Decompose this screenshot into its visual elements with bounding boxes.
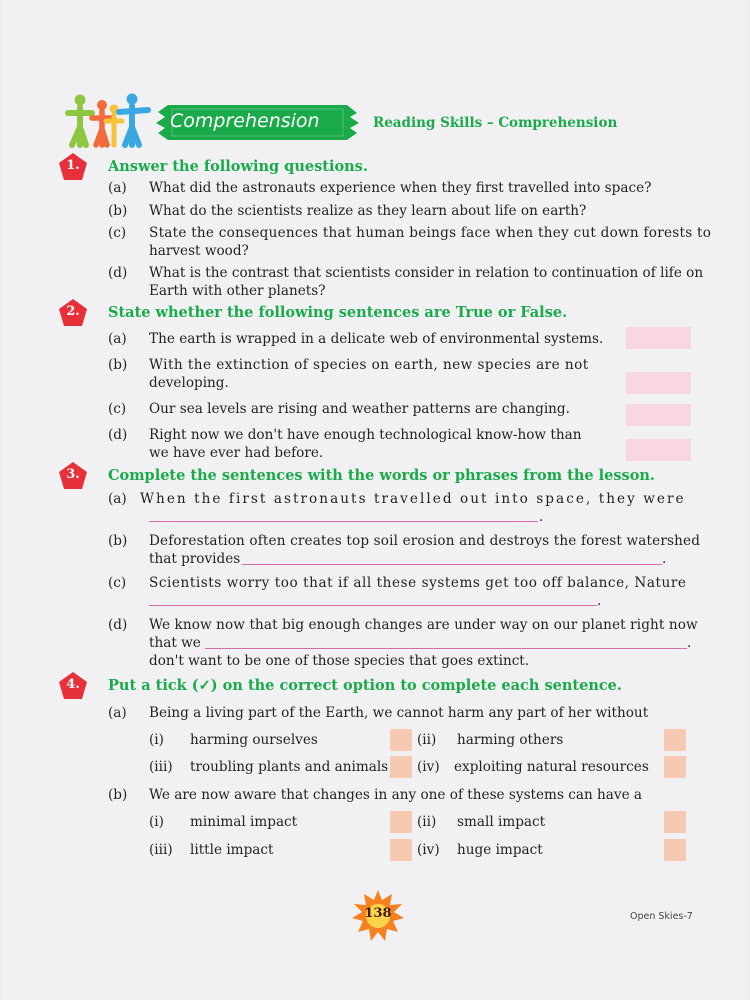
section-number: 1. bbox=[66, 158, 80, 173]
item-label: (d) bbox=[108, 265, 128, 281]
statement-text: Our sea levels are rising and weather patterns are changing. bbox=[149, 401, 570, 417]
question-text: harvest wood? bbox=[149, 243, 249, 259]
question-text: What is the contrast that scientists consider in relation to continuation of life on bbox=[149, 265, 704, 281]
statement-text: developing. bbox=[149, 375, 229, 391]
section-number: 2. bbox=[66, 304, 80, 319]
item-label: (a) bbox=[108, 705, 127, 721]
tick-box[interactable] bbox=[390, 729, 412, 751]
textbook-page bbox=[2, 0, 748, 1000]
option-text: harming others bbox=[457, 732, 564, 748]
option-label: (iv) bbox=[417, 842, 440, 858]
sentence-text: When the first astronauts travelled out into space, they were bbox=[140, 491, 686, 507]
section-number: 4. bbox=[66, 677, 80, 692]
option-label: (i) bbox=[149, 732, 164, 748]
section-title: State whether the following sentences are True or False. bbox=[108, 304, 568, 321]
item-label: (c) bbox=[108, 401, 127, 417]
item-label: (b) bbox=[108, 533, 128, 549]
tick-box[interactable] bbox=[390, 839, 412, 861]
question-text: Earth with other planets? bbox=[149, 283, 326, 299]
tick-box[interactable] bbox=[390, 811, 412, 833]
statement-text: With the extinction of species on earth, new species are not bbox=[149, 357, 589, 373]
section-title: Complete the sentences with the words or phrases from the lesson. bbox=[108, 467, 655, 484]
true-false-answer-box[interactable] bbox=[626, 372, 691, 394]
section-number: 3. bbox=[66, 467, 80, 482]
page-subtitle: Reading Skills – Comprehension bbox=[373, 115, 618, 131]
option-text: harming ourselves bbox=[190, 732, 318, 748]
tick-box[interactable] bbox=[664, 729, 686, 751]
option-text: little impact bbox=[190, 842, 274, 858]
item-label: (a) bbox=[108, 180, 127, 196]
true-false-answer-box[interactable] bbox=[626, 327, 691, 349]
question-text: State the consequences that human beings face when they cut down forests to bbox=[149, 225, 712, 241]
sentence-text: Scientists worry too that if all these systems get too off balance, Nature bbox=[149, 575, 687, 591]
item-label: (b) bbox=[108, 203, 128, 219]
children-logo-icon bbox=[64, 93, 154, 149]
banner-title: Comprehension bbox=[170, 110, 320, 132]
true-false-answer-box[interactable] bbox=[626, 404, 691, 426]
item-label: (c) bbox=[108, 575, 127, 591]
option-text: small impact bbox=[457, 814, 546, 830]
fill-in-blank[interactable] bbox=[205, 648, 687, 649]
sentence-text: that provides bbox=[149, 551, 241, 567]
option-label: (ii) bbox=[417, 814, 437, 830]
sentence-period: . bbox=[539, 509, 544, 525]
book-title-footer: Open Skies-7 bbox=[630, 911, 693, 922]
item-label: (d) bbox=[108, 617, 128, 633]
option-text: troubling plants and animals bbox=[190, 759, 389, 775]
option-text: minimal impact bbox=[190, 814, 298, 830]
page-number: 138 bbox=[364, 906, 392, 921]
fill-in-blank[interactable] bbox=[149, 521, 538, 522]
section-title: Answer the following questions. bbox=[108, 158, 368, 175]
sentence-text: We know now that big enough changes are under way on our planet right now bbox=[149, 617, 698, 633]
sentence-text: that we bbox=[149, 635, 201, 651]
section-number-badge bbox=[58, 671, 88, 701]
sentence-text: don't want to be one of those species that goes extinct. bbox=[149, 653, 530, 669]
sentence-text: Deforestation often creates top soil erosion and destroys the forest watershed bbox=[149, 533, 701, 549]
sentence-period: . bbox=[687, 635, 692, 651]
question-text: What did the astronauts experience when they first travelled into space? bbox=[149, 180, 652, 196]
statement-text: Right now we don't have enough technological know-how than bbox=[149, 427, 582, 443]
option-label: (i) bbox=[149, 814, 164, 830]
option-label: (iii) bbox=[149, 759, 173, 775]
item-label: (b) bbox=[108, 787, 128, 803]
option-text: huge impact bbox=[457, 842, 543, 858]
tick-box[interactable] bbox=[664, 756, 686, 778]
tick-box[interactable] bbox=[390, 756, 412, 778]
fill-in-blank[interactable] bbox=[242, 564, 662, 565]
section-number-badge bbox=[58, 461, 88, 491]
fill-in-blank[interactable] bbox=[149, 605, 597, 606]
option-label: (iv) bbox=[417, 759, 440, 775]
item-label: (b) bbox=[108, 357, 128, 373]
tick-box[interactable] bbox=[664, 839, 686, 861]
section-title: Put a tick (✓) on the correct option to complete each sentence. bbox=[108, 677, 622, 694]
item-label: (a) bbox=[108, 491, 127, 507]
true-false-answer-box[interactable] bbox=[626, 439, 691, 461]
sentence-period: . bbox=[597, 593, 602, 609]
question-stem: Being a living part of the Earth, we cannot harm any part of her without bbox=[149, 705, 649, 721]
option-label: (iii) bbox=[149, 842, 173, 858]
item-label: (a) bbox=[108, 331, 127, 347]
option-label: (ii) bbox=[417, 732, 437, 748]
option-text: exploiting natural resources bbox=[454, 759, 649, 775]
statement-text: The earth is wrapped in a delicate web of environmental systems. bbox=[149, 331, 604, 347]
question-stem: We are now aware that changes in any one of these systems can have a bbox=[149, 787, 643, 803]
question-text: What do the scientists realize as they learn about life on earth? bbox=[149, 203, 587, 219]
statement-text: we have ever had before. bbox=[149, 445, 324, 461]
item-label: (c) bbox=[108, 225, 127, 241]
item-label: (d) bbox=[108, 427, 128, 443]
sentence-period: . bbox=[662, 551, 667, 567]
section-number-badge bbox=[58, 152, 88, 182]
section-number-badge bbox=[58, 298, 88, 328]
tick-box[interactable] bbox=[664, 811, 686, 833]
